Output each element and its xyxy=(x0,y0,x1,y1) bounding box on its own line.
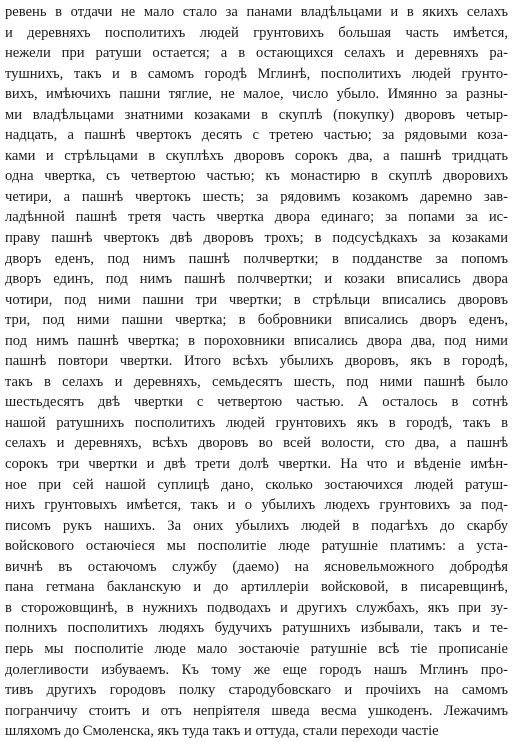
text-line: чотири, под ними пашни три чвертки; в стрѣльци вписались дворовъ xyxy=(5,291,508,308)
text-line: ревень в отдачи не мало стало за панами владѣльцами и в якихъ селахъ xyxy=(5,4,508,20)
text-line: вичнѣ въ остаючомъ службу (даемо) на ясновельможного добродѣя xyxy=(5,558,508,575)
text-line: селахъ и деревняхъ, всѣхъ дворовъ во всей волости, сто два, а пашнѣ xyxy=(5,435,508,452)
text-line: дворъ еденъ, под нимъ пашнѣ полчвертки; в подданстве за попомъ xyxy=(5,250,508,267)
text-line: ладѣнной пашнѣ третя часть чвертка двора единагo; за попами за ис- xyxy=(5,209,508,226)
text-line: шляхомъ до Смоленска, якъ туда такъ и оттуда, стали переходи частіе xyxy=(5,723,439,740)
body-text xyxy=(5,2,508,742)
text-line: тушнихъ, такъ и в самомъ городѣ Мглинѣ, посполитихъ людей грунто- xyxy=(5,65,508,82)
text-line: под нимъ пашнѣ чвертка; в пороховники вписались двора два, под ними xyxy=(5,332,508,349)
text-line: надцать, а пашнѣ чвертокъ десять с третею частью; за рядовыми коза- xyxy=(5,127,508,144)
text-line: пана гетмана бакланскую и до артиллеріи войсковой, в писаревщинѣ, xyxy=(5,579,508,596)
text-line: долегливости избуваемъ. Къ тому же еще городъ нашъ Мглинъ про- xyxy=(5,661,508,678)
text-line: сорокъ три чвертки и двѣ трети долѣ чвертки. На что и вѣденіе имѣн- xyxy=(5,456,508,473)
text-line: четири, а пашнѣ чвертокъ шесть; за рядовимъ козакомъ даремно зав- xyxy=(5,188,508,205)
text-line: дворъ единъ, под нимъ пашнѣ полчвертки; и козаки вписались двора xyxy=(5,271,508,288)
text-line: погранчичу стоитъ и отъ непріятеля шведа весма ушкоденъ. Лежачимъ xyxy=(5,702,508,719)
text-line: три, под ними пашни чвертка; в бобровники вписались дворъ еденъ, xyxy=(5,312,508,329)
text-line: шестьдесятъ двѣ чвертки с четвертою частью. А осталось в сотнѣ xyxy=(5,394,508,411)
text-line: тивъ другихъ городовъ полку стародубовскаго и прочіихъ на самомъ xyxy=(5,682,508,699)
text-line: ками и стрѣльцами в скуплѣхъ дворовъ сорокъ два, а пашнѣ тридцать xyxy=(5,147,508,164)
text-line: войскового остаючіеся мы посполитіе люде ратушніе платимъ: а уста- xyxy=(5,538,508,555)
text-line: вихъ, имѣючихъ пашни тяглие, не малое, число убыло. Имянно за разны- xyxy=(5,86,508,103)
text-line: ми владѣльцами знатними козаками в скуплѣ (покупку) дворовъ четыр- xyxy=(5,106,508,123)
text-line: нихъ грунтовыхъ имѣется, такъ и о убылихъ людехъ грунтовихъ за под- xyxy=(5,497,508,514)
text-line: нашой ратушнихъ посполитихъ людей грунтовихъ якъ в городѣ, такъ в xyxy=(5,414,508,431)
text-line: перь мы посполитіе люде мало зостаючіе ратушніе всѣ тіе прописаніе xyxy=(5,640,508,657)
text-line: ное при сей нашой суплицѣ дано, сколько зостаючихся людей ратуш- xyxy=(5,476,508,493)
text-line: в сторожовщинѣ, в нужнихъ подводахъ и другихъ службахъ, якъ при зу- xyxy=(5,599,508,616)
text-line: и деревняхъ посполитихъ людей грунтовихъ большая часть имѣется, xyxy=(5,24,508,41)
text-line: праву пашнѣ чвертокъ двѣ дворовъ трохъ; в подсусѣдкахъ за козаками xyxy=(5,230,508,247)
text-line: одна чвертка, съ четвертою частью; къ монастирю в скуплѣ дворовихъ xyxy=(5,168,508,185)
text-line: такъ в селахъ и деревняхъ, семьдесятъ шесть, под ними пашнѣ было xyxy=(5,373,508,390)
text-line: нежели при ратуши остается; а в остающихся селахъ и деревняхъ ра- xyxy=(5,45,508,62)
text-line: полнихъ посполитихъ людяхъ будучихъ ратушнихъ избывали, такъ и те- xyxy=(5,620,508,637)
text-line: писомъ рукъ нашихъ. За оних убылихъ людей в подагѣхъ до скарбу xyxy=(5,517,508,534)
text-line: пашнѣ повтори чвертки. Итого всѣхъ убылихъ дворовъ, якъ в городѣ, xyxy=(5,353,508,370)
